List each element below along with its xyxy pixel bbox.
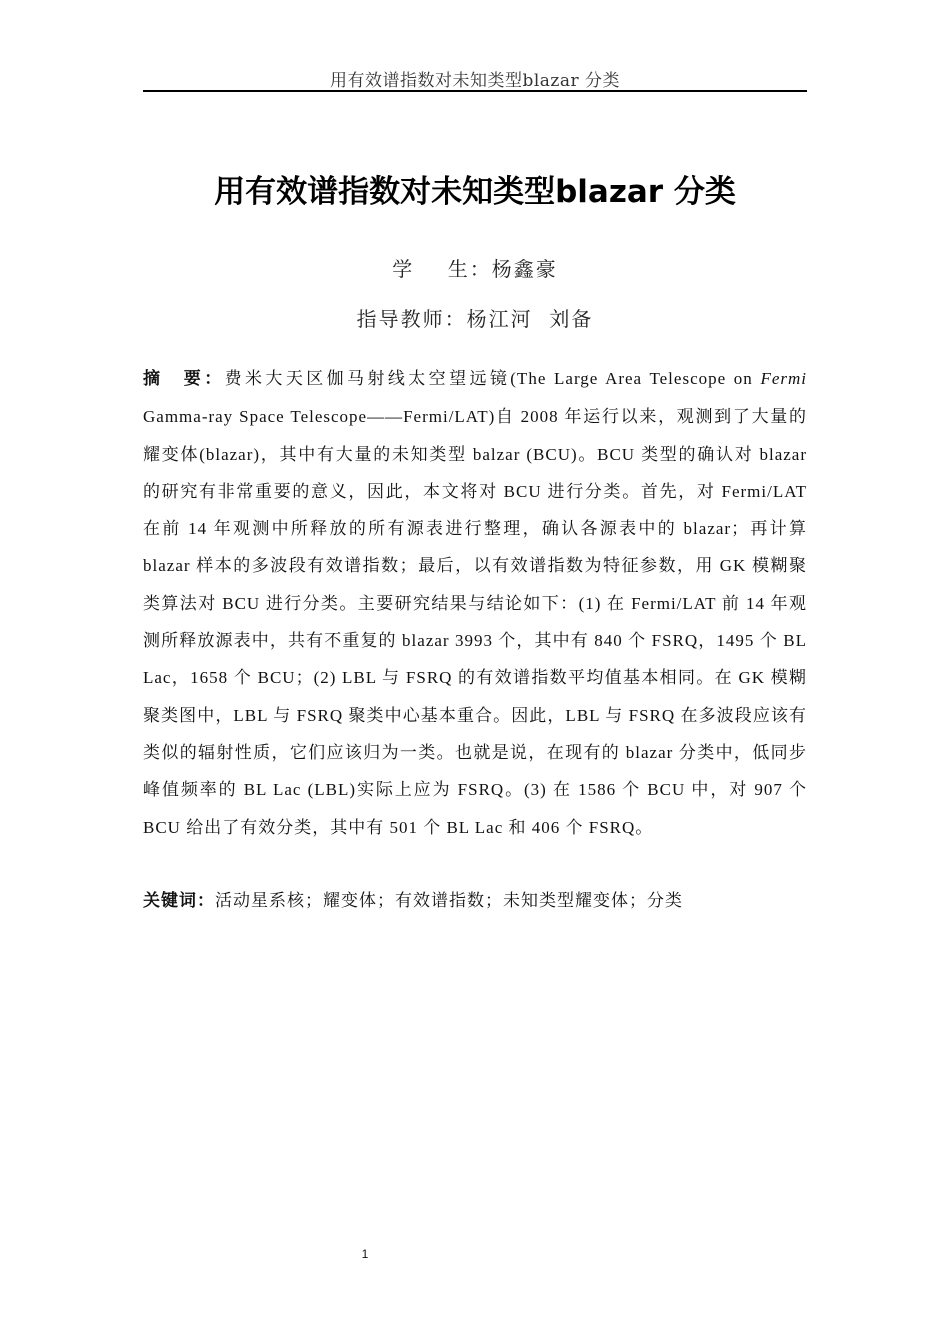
student-line [143, 253, 807, 282]
abstract-italic-fermi: Fermi [760, 369, 808, 388]
keywords [143, 882, 807, 920]
abstract [143, 360, 807, 846]
advisor-label: 指导教师： [356, 307, 467, 331]
running-header: 用有效谱指数对未知类型blazar 分类 [329, 71, 621, 91]
keywords-text: 活动星系核；耀变体；有效谱指数；未知类型耀变体；分类 [215, 891, 683, 910]
abstract-label: 摘 要： [143, 369, 225, 389]
keywords-label: 关键词： [143, 891, 215, 911]
student-label: 学 生： [392, 257, 492, 281]
header-rule [143, 90, 807, 92]
abstract-text-2: Gamma-ray Space Telescope——Fermi/LAT)自 2008 年运行以来，观测到了大量的耀变体(blazar)，其中有大量的未知类型 balzar (BCU)。BCU 类型的确认对 blazar 的研究有非常重要的意义，因此，本文将对 BCU 进行分类。首先，对 Fermi/LAT 在前 14 年观测中所释放的所有源表进行整理，确认各源表中的 blazar；再计算 blazar 样本的多波段有效谱指数；最后，以有效谱指数为特征参数，用 GK 模糊聚类算法对 BCU 进行分类。主要研究结果与结论如下：(1) 在 Fermi/LAT 前 14 年观测所释放源表中，共有不重复的 blazar 3993 个，其中有 840 个 FSRQ，1495 个 BL Lac，1658 个 BCU；(2) LBL 与 FSRQ 的有效谱指数平均值基本相同。在 GK 模糊聚类图中，LBL 与 FSRQ 聚类中心基本重合。因此，LBL 与 FSRQ 在多波段应该有类似的辐射性质，它们应该归为一类。也就是说，在现有的 blazar 分类中，低同步峰值频率的 BL Lac (LBL)实际上应为 FSRQ。(3) 在 1586 个 BCU 中，对 907 个 BCU 给出了有效分类，其中有 501 个 BL Lac 和 406 个 FSRQ。 [143, 407, 807, 837]
advisor-names: 杨江河 刘备 [466, 307, 594, 331]
page-number: 1 [361, 1247, 369, 1261]
paper-title: 用有效谱指数对未知类型blazar 分类 [214, 174, 736, 210]
student-name: 杨鑫豪 [491, 257, 558, 281]
advisor-line [143, 303, 807, 332]
abstract-text-1: 费米大天区伽马射线太空望远镜(The Large Area Telescope on [224, 369, 761, 388]
